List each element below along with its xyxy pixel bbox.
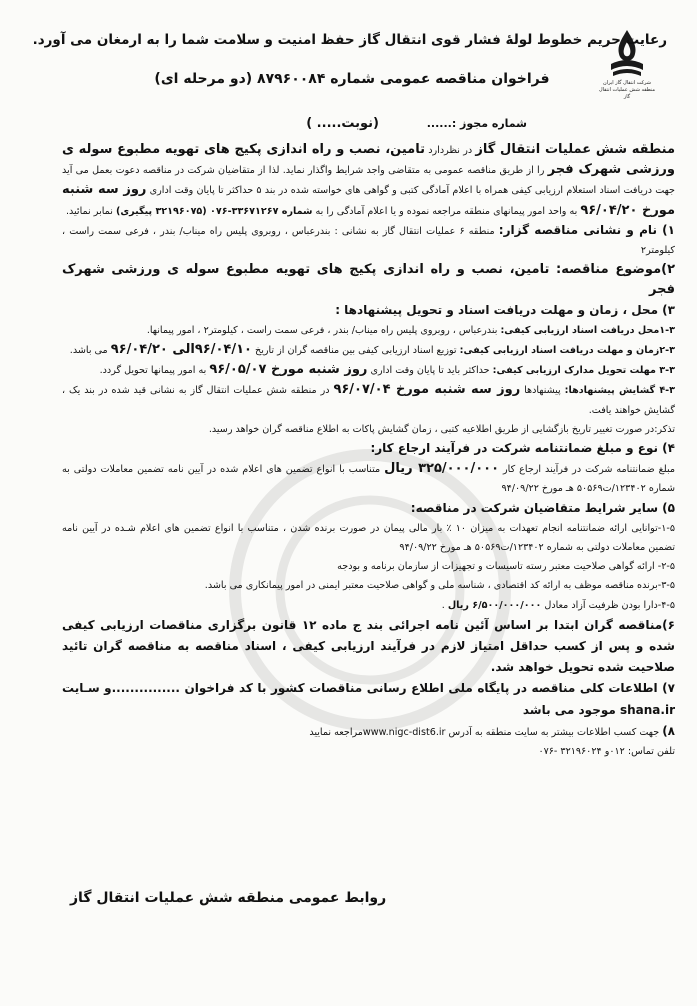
round-number: (نوبت..... ) <box>306 116 379 131</box>
section-3-heading: ۳) محل ، زمان و مهلت دریافت اسناد و تحویل پیشنهادها : <box>335 302 675 317</box>
logo-text-line2: منطقه شش عملیات انتقال گاز <box>598 87 656 100</box>
fax-number: شماره ۳۳۶۷۱۲۶۷-۰۷۶ (۳۲۱۹۶۰۷۵ پیگیری) <box>115 205 313 217</box>
section-3-item-4 <box>62 380 675 419</box>
section-5 <box>62 499 675 519</box>
section-5-item-4-text: ۴-۵-دارا بودن ظرفیت آزاد معادل <box>541 599 675 611</box>
section-3-item-3-date: روز شنبه مورخ ۹۶/۰۵/۰۷ <box>209 362 368 378</box>
section-3-item-1-label: ۱-۳محل دریافت اسناد ارزیابی کیفی: <box>500 324 675 336</box>
section-3-item-2-end: می باشد. <box>69 345 111 357</box>
capacity-amount: ۶/۵۰۰/۰۰۰/۰۰۰ ریال <box>447 599 542 611</box>
section-4-text-2: متناسب با انواع تضمین های اعلام شده در آیین نامه تضمین معاملات دولتی به شماره ۱۲۳۴۰۲/ت۵۰۵۶۹ هـ مورخ ۹۴/۰۹/۲۲ <box>62 464 675 495</box>
license-number: شماره مجوز :...... <box>426 117 527 130</box>
section-3 <box>62 301 675 321</box>
contact-phone: تلفن تماس: ۰۱۲و ۳۲۱۹۶۰۲۴ -۰۷۶ <box>538 746 675 758</box>
region-website-link[interactable]: www.nigc-dist6.ir <box>362 726 446 738</box>
section-3-item-3-label: ۳-۳ مهلت تحویل مدارک ارزیابی کیفی: <box>492 365 675 377</box>
intro-text-4: نمابر نمائید. <box>65 205 116 217</box>
section-3-item-4-label: ۴-۳ گشایش پیشنهادها: <box>564 385 676 397</box>
section-4-heading: ۴) نوع و مبلغ ضمانتنامه شرکت در فرآیند ارجاع کار: <box>370 441 675 456</box>
section-1 <box>62 221 675 260</box>
section-8-text-1: جهت کسب اطلاعات بیشتر به سایت منطقه به آدرس <box>445 726 663 738</box>
org-name: منطقه شش عملیات انتقال گاز <box>475 142 675 157</box>
section-3-item-2-text: توزیع اسناد ارزیابی کیفی بین مناقصه گران از تاریخ <box>251 345 460 357</box>
section-3-item-3 <box>62 360 675 380</box>
section-3-item-3-end: به امور پیمانها تحویل گردد. <box>99 365 210 377</box>
section-1-heading: ۱) نام و نشانی مناقصه گزار: <box>498 222 675 237</box>
section-3-item-2 <box>62 340 675 360</box>
section-7-text: ۷) اطلاعات کلی مناقصه در پایگاه ملی اطلاع رسانی مناقصات کشور با کد فراخوان ...............و سـایت <box>62 680 675 695</box>
public-relations-signature: روابط عمومی منطقه شش عملیات انتقال گاز <box>70 890 387 906</box>
section-3-item-1-text: بندرعباس ، روبروی پلیس راه میناب/ بندر ، فرعی سمت راست ، کیلومتر۲ ، امور پیمانها. <box>146 324 501 336</box>
shana-link[interactable]: shana.ir <box>619 702 675 717</box>
section-8 <box>62 722 675 742</box>
section-2 <box>62 260 675 300</box>
intro-text-2: را از طریق مناقصه عمومی به متقاضی واجد شرایط واگذار نماید. لذا از متقاضیان شرکت در مناقصه دعوت بعمل می آید جهت دریافت اسناد استعلام ارزیابی کیفی همراه با اعلام آمادگی کتبی و گواهی های خواسته شده در بند ۵ حداکثر تا پایان وقت اداری <box>62 165 675 197</box>
section-2-heading: ۲)موضوع مناقصه: تامین، نصب و راه اندازی پکیج های تهویه مطبوع سوله ی ورزشی شهرک فجر <box>62 262 675 298</box>
section-4-text-1: مبلغ ضمانتنامه شرکت در فرآیند ارجاع کار <box>499 464 675 476</box>
section-8-number: ۸) <box>662 723 675 738</box>
section-4-text <box>62 459 675 498</box>
intro-text-1: در نظردارد <box>424 145 476 156</box>
section-5-item-2: ۲-۵- ارائه گواهی صلاحیت معتبر رسته تاسیسات و تجهیزات از سازمان برنامه و بودجه <box>337 561 675 573</box>
logo-text-line1: شرکت انتقال گاز ایران <box>603 80 651 86</box>
guarantee-amount: ۳۲۵/۰۰۰/۰۰۰ ریال <box>384 461 500 477</box>
section-3-item-2-label: ۲-۳زمان و مهلت دریافت اسناد ارزیابی کیفی: <box>459 345 675 357</box>
section-3-item-4-text: پیشنهادها <box>520 385 565 397</box>
section-4 <box>62 439 675 459</box>
safety-notice: رعایت حریم خطوط لولهٔ فشار قوی انتقال گاز حفظ امنیت و سلامت شما را به ارمغان می آورد. <box>32 32 667 48</box>
page-title: فراخوان مناقصه عمومی شماره ۸۷۹۶۰۰۸۴ (دو مرحله ای) <box>154 71 550 87</box>
section-3-item-4-date: روز سه شنبه مورخ ۹۶/۰۷/۰۴ <box>333 382 521 398</box>
section-3-note: تذکر:در صورت تغییر تاریخ بازگشایی از طریق اطلاعیه کتبی ، زمان گشایش پاکات به اطلاع مناقصه گران خواهد رسید. <box>208 423 675 435</box>
intro-paragraph <box>62 140 675 221</box>
section-5-item-4 <box>62 596 675 615</box>
section-1-text: منطقه ۶ عملیات انتقال گاز به نشانی : بندرعباس ، روبروی پلیس راه میناب/ بندر ، فرعی سمت راست ، کیلومتر۲ <box>62 225 675 257</box>
section-3-item-1 <box>62 321 675 340</box>
section-5-item-4-end: . <box>441 599 448 611</box>
section-3-item-3-text: حداکثر باید تا پایان وقت اداری <box>367 365 493 377</box>
section-5-heading: ۵) سایر شرایط متقاضیان شرکت در مناقصه: <box>410 500 675 515</box>
section-5-item-1: ۱-۵-توانایی ارائه ضمانتنامه انجام تعهدات به میزان ۱۰ ٪ بار مالی پیمان در صورت برنده شدن ، متناسب با انواع تضمین های اعلام شـده در آیین نامه تضمین معاملات دولتی به شماره ۱۲۳۴۰۲/ت۵۰۵۶۹ هـ مورخ ۹۴/۰۹/۲۲ <box>62 522 675 554</box>
section-7 <box>62 678 675 722</box>
section-6: ۶)مناقصه گران ابتدا بر اساس آئین نامه اجرائی بند ج ماده ۱۲ قانون برگزاری مناقصات ارزیابی کیفی شده و پس از کسب حداقل امتیاز لازم در فرآیند ارزیابی کیفی ، اسناد مناقصه به مناقصه گران تائید صلاحیت شده تحویل خواهد شد. <box>62 617 675 674</box>
intro-text-3: به واحد امور پیمانهای منطقه مراجعه نموده و یا اعلام آمادگی را به <box>312 205 581 217</box>
deadline-date: روز سه شنبه مورخ ۹۶/۰۴/۲۰ <box>62 182 675 218</box>
project-name: تامین، نصب و راه اندازی پکیج های تهویه مطبوع سوله ی ورزشی شهرک فجر <box>62 142 675 178</box>
section-7-end: موجود می باشد <box>522 702 620 717</box>
section-3-item-2-dates: ۹۶/۰۴/۱۰الی ۹۶/۰۴/۲۰ <box>110 342 252 358</box>
section-8-text-2: مراجعه نمایید <box>309 726 363 738</box>
notice-body <box>62 140 675 761</box>
section-3-item-4-end: در منطقه شش عملیات انتقال گاز به نشانی قید شده در بند یک ، گشایش خواهند یافت. <box>62 385 675 416</box>
section-5-item-3: ۳-۵-برنده مناقصه موظف به ارائه کد اقتصادی ، شناسه ملی و گواهی صلاحیت معتبر ایمنی در امور پیمانکاری می باشد. <box>204 580 675 592</box>
